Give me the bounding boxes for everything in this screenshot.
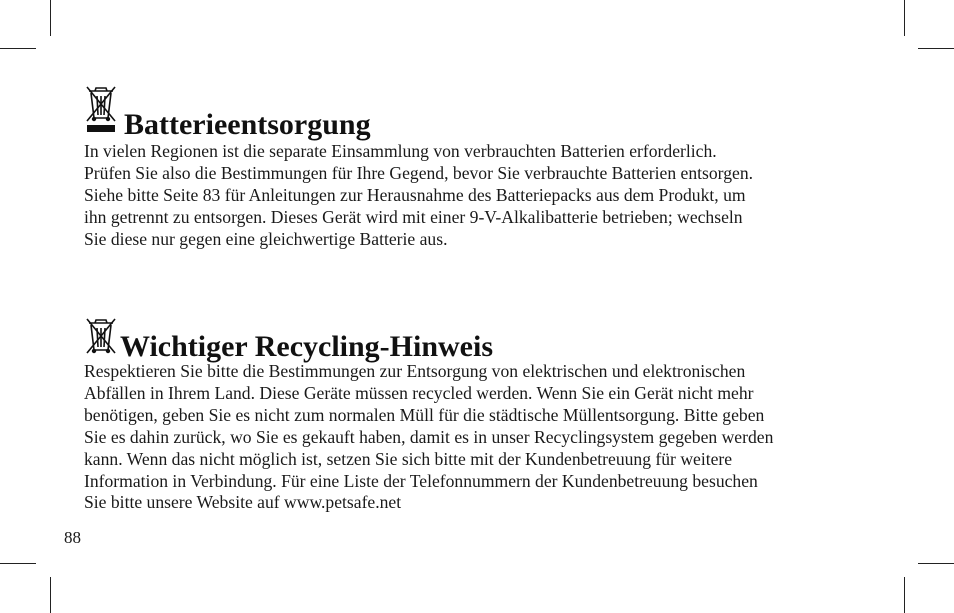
- section-heading-battery-disposal: [84, 84, 371, 140]
- crop-mark-top-left-horizontal: [0, 48, 36, 49]
- section-title: Wichtiger Recycling-Hinweis: [120, 330, 494, 363]
- section-heading-recycling-notice: [84, 316, 493, 362]
- crop-mark-top-left-vertical: [50, 0, 51, 36]
- body-line: ihn getrennt zu entsorgen. Dieses Gerät wird mit einer 9-V-Alkalibatterie betrieben; wechseln: [84, 206, 743, 227]
- body-line: Respektieren Sie bitte die Bestimmungen zur Entsorgung von elektrischen und elektronischen: [84, 361, 746, 381]
- body-line: benötigen, geben Sie es nicht zum normalen Müll für die städtische Müllentsorgung. Bitte geben: [84, 404, 765, 425]
- body-line: Siehe bitte Seite 83 für Anleitungen zur Herausnahme des Batteriepacks aus dem Produkt, um: [84, 184, 746, 205]
- body-line: Sie bitte unsere Website auf www.petsafe.net: [84, 492, 402, 513]
- body-line: kann. Wenn das nicht möglich ist, setzen Sie sich bitte mit der Kundenbetreuung für weitere: [84, 448, 733, 469]
- section-body-recycling-notice: [84, 361, 773, 514]
- crop-mark-bottom-left-vertical: [50, 577, 51, 613]
- body-line: Prüfen Sie also die Bestimmungen für Ihre Gegend, bevor Sie verbrauchte Batterien entsorgen.: [84, 162, 754, 183]
- crossed-out-bin-icon: [84, 316, 118, 362]
- page-number: 88: [64, 528, 81, 547]
- crossed-out-bin-with-bar-icon: [84, 84, 118, 140]
- section-title: Batterieentsorgung: [124, 108, 371, 141]
- crop-mark-bottom-left-horizontal: [0, 563, 36, 564]
- crop-mark-bottom-right-vertical: [904, 577, 905, 613]
- crop-mark-bottom-right-horizontal: [918, 563, 954, 564]
- body-line: Sie es dahin zurück, wo Sie es gekauft haben, damit es in unser Recyclingsystem gegeben werden: [84, 426, 774, 447]
- body-line: In vielen Regionen ist die separate Einsammlung von verbrauchten Batterien erforderlich.: [84, 141, 717, 161]
- body-line: Abfällen in Ihrem Land. Diese Geräte müssen recycled werden. Wenn Sie ein Gerät nicht mehr: [84, 382, 754, 403]
- body-line: Sie diese nur gegen eine gleichwertige Batterie aus.: [84, 228, 448, 249]
- body-line: Information in Verbindung. Für eine Liste der Telefonnummern der Kundenbetreuung besuchen: [84, 470, 758, 491]
- crop-mark-top-right-vertical: [904, 0, 905, 36]
- section-body-battery-disposal: [84, 141, 753, 251]
- crop-mark-top-right-horizontal: [918, 48, 954, 49]
